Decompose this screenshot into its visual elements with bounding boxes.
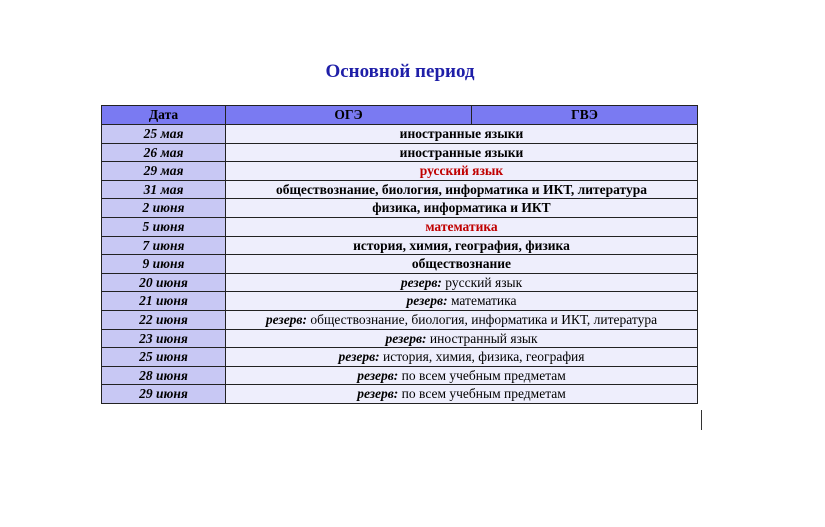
- row-date: 22 июня: [102, 310, 226, 329]
- row-subject: обществознание: [411, 256, 512, 272]
- reserve-label: резерв:: [338, 349, 380, 365]
- row-subject-cell: [226, 273, 698, 292]
- row-date: 29 июня: [102, 385, 226, 404]
- row-date: 25 мая: [102, 125, 226, 144]
- reserve-label: резерв:: [357, 386, 399, 402]
- row-subject-cell: [226, 199, 698, 218]
- row-subject-cell: [226, 236, 698, 255]
- page-title: Основной период: [325, 61, 475, 82]
- row-date: 31 мая: [102, 180, 226, 199]
- row-subject: история, химия, география, физика: [353, 237, 570, 253]
- table-row: [102, 236, 698, 255]
- reserve-label: резерв:: [400, 274, 442, 290]
- row-subject: русский язык: [419, 163, 504, 179]
- table-row: [102, 162, 698, 181]
- row-date: 26 мая: [102, 143, 226, 162]
- header-gve: ГВЭ: [472, 106, 698, 125]
- row-subject: русский язык: [445, 274, 523, 290]
- row-subject: по всем учебным предметам: [401, 386, 566, 402]
- header-oge: ОГЭ: [226, 106, 472, 125]
- row-subject: иностранный язык: [429, 330, 538, 346]
- row-date: 29 мая: [102, 162, 226, 181]
- table-row: [102, 180, 698, 199]
- row-date: 20 июня: [102, 273, 226, 292]
- row-subject-cell: [226, 348, 698, 367]
- table-header-row: [102, 106, 698, 125]
- table-row: [102, 125, 698, 144]
- row-subject-cell: [226, 255, 698, 274]
- row-date: 21 июня: [102, 292, 226, 311]
- reserve-label: резерв:: [406, 293, 448, 309]
- reserve-label: резерв:: [357, 367, 399, 383]
- header-date: Дата: [102, 106, 226, 125]
- table-row: [102, 273, 698, 292]
- table-row: [102, 366, 698, 385]
- row-subject-cell: [226, 310, 698, 329]
- exam-schedule-table: [101, 105, 698, 404]
- row-subject: история, химия, физика, география: [382, 349, 585, 365]
- table-row: [102, 385, 698, 404]
- row-date: 9 июня: [102, 255, 226, 274]
- row-subject-cell: [226, 329, 698, 348]
- row-subject: математика: [425, 218, 498, 234]
- row-subject: обществознание, биология, информатика и ИКТ, литература: [310, 311, 658, 327]
- row-subject-cell: [226, 292, 698, 311]
- table-row: [102, 199, 698, 218]
- row-subject-cell: [226, 366, 698, 385]
- table-body: [102, 125, 698, 404]
- reserve-label: резерв:: [385, 330, 427, 346]
- row-date: 25 июня: [102, 348, 226, 367]
- text-cursor: [701, 410, 702, 430]
- table-row: [102, 255, 698, 274]
- row-subject-cell: [226, 125, 698, 144]
- row-subject: физика, информатика и ИКТ: [372, 200, 551, 216]
- row-subject: иностранные языки: [399, 126, 524, 141]
- row-subject: математика: [450, 293, 517, 309]
- row-subject-cell: [226, 180, 698, 199]
- reserve-label: резерв:: [265, 311, 307, 327]
- row-date: 2 июня: [102, 199, 226, 218]
- row-subject: иностранные языки: [399, 144, 524, 160]
- row-date: 5 июня: [102, 217, 226, 236]
- row-subject-cell: [226, 162, 698, 181]
- row-subject-cell: [226, 143, 698, 162]
- row-date: 28 июня: [102, 366, 226, 385]
- table-row: [102, 348, 698, 367]
- row-date: 23 июня: [102, 329, 226, 348]
- row-subject: по всем учебным предметам: [401, 367, 566, 383]
- row-date: 7 июня: [102, 236, 226, 255]
- row-subject-cell: [226, 385, 698, 404]
- table-row: [102, 329, 698, 348]
- table-row: [102, 143, 698, 162]
- row-subject: обществознание, биология, информатика и ИКТ, литература: [275, 181, 648, 197]
- table-row: [102, 292, 698, 311]
- table-row: [102, 217, 698, 236]
- table-row: [102, 310, 698, 329]
- row-subject-cell: [226, 217, 698, 236]
